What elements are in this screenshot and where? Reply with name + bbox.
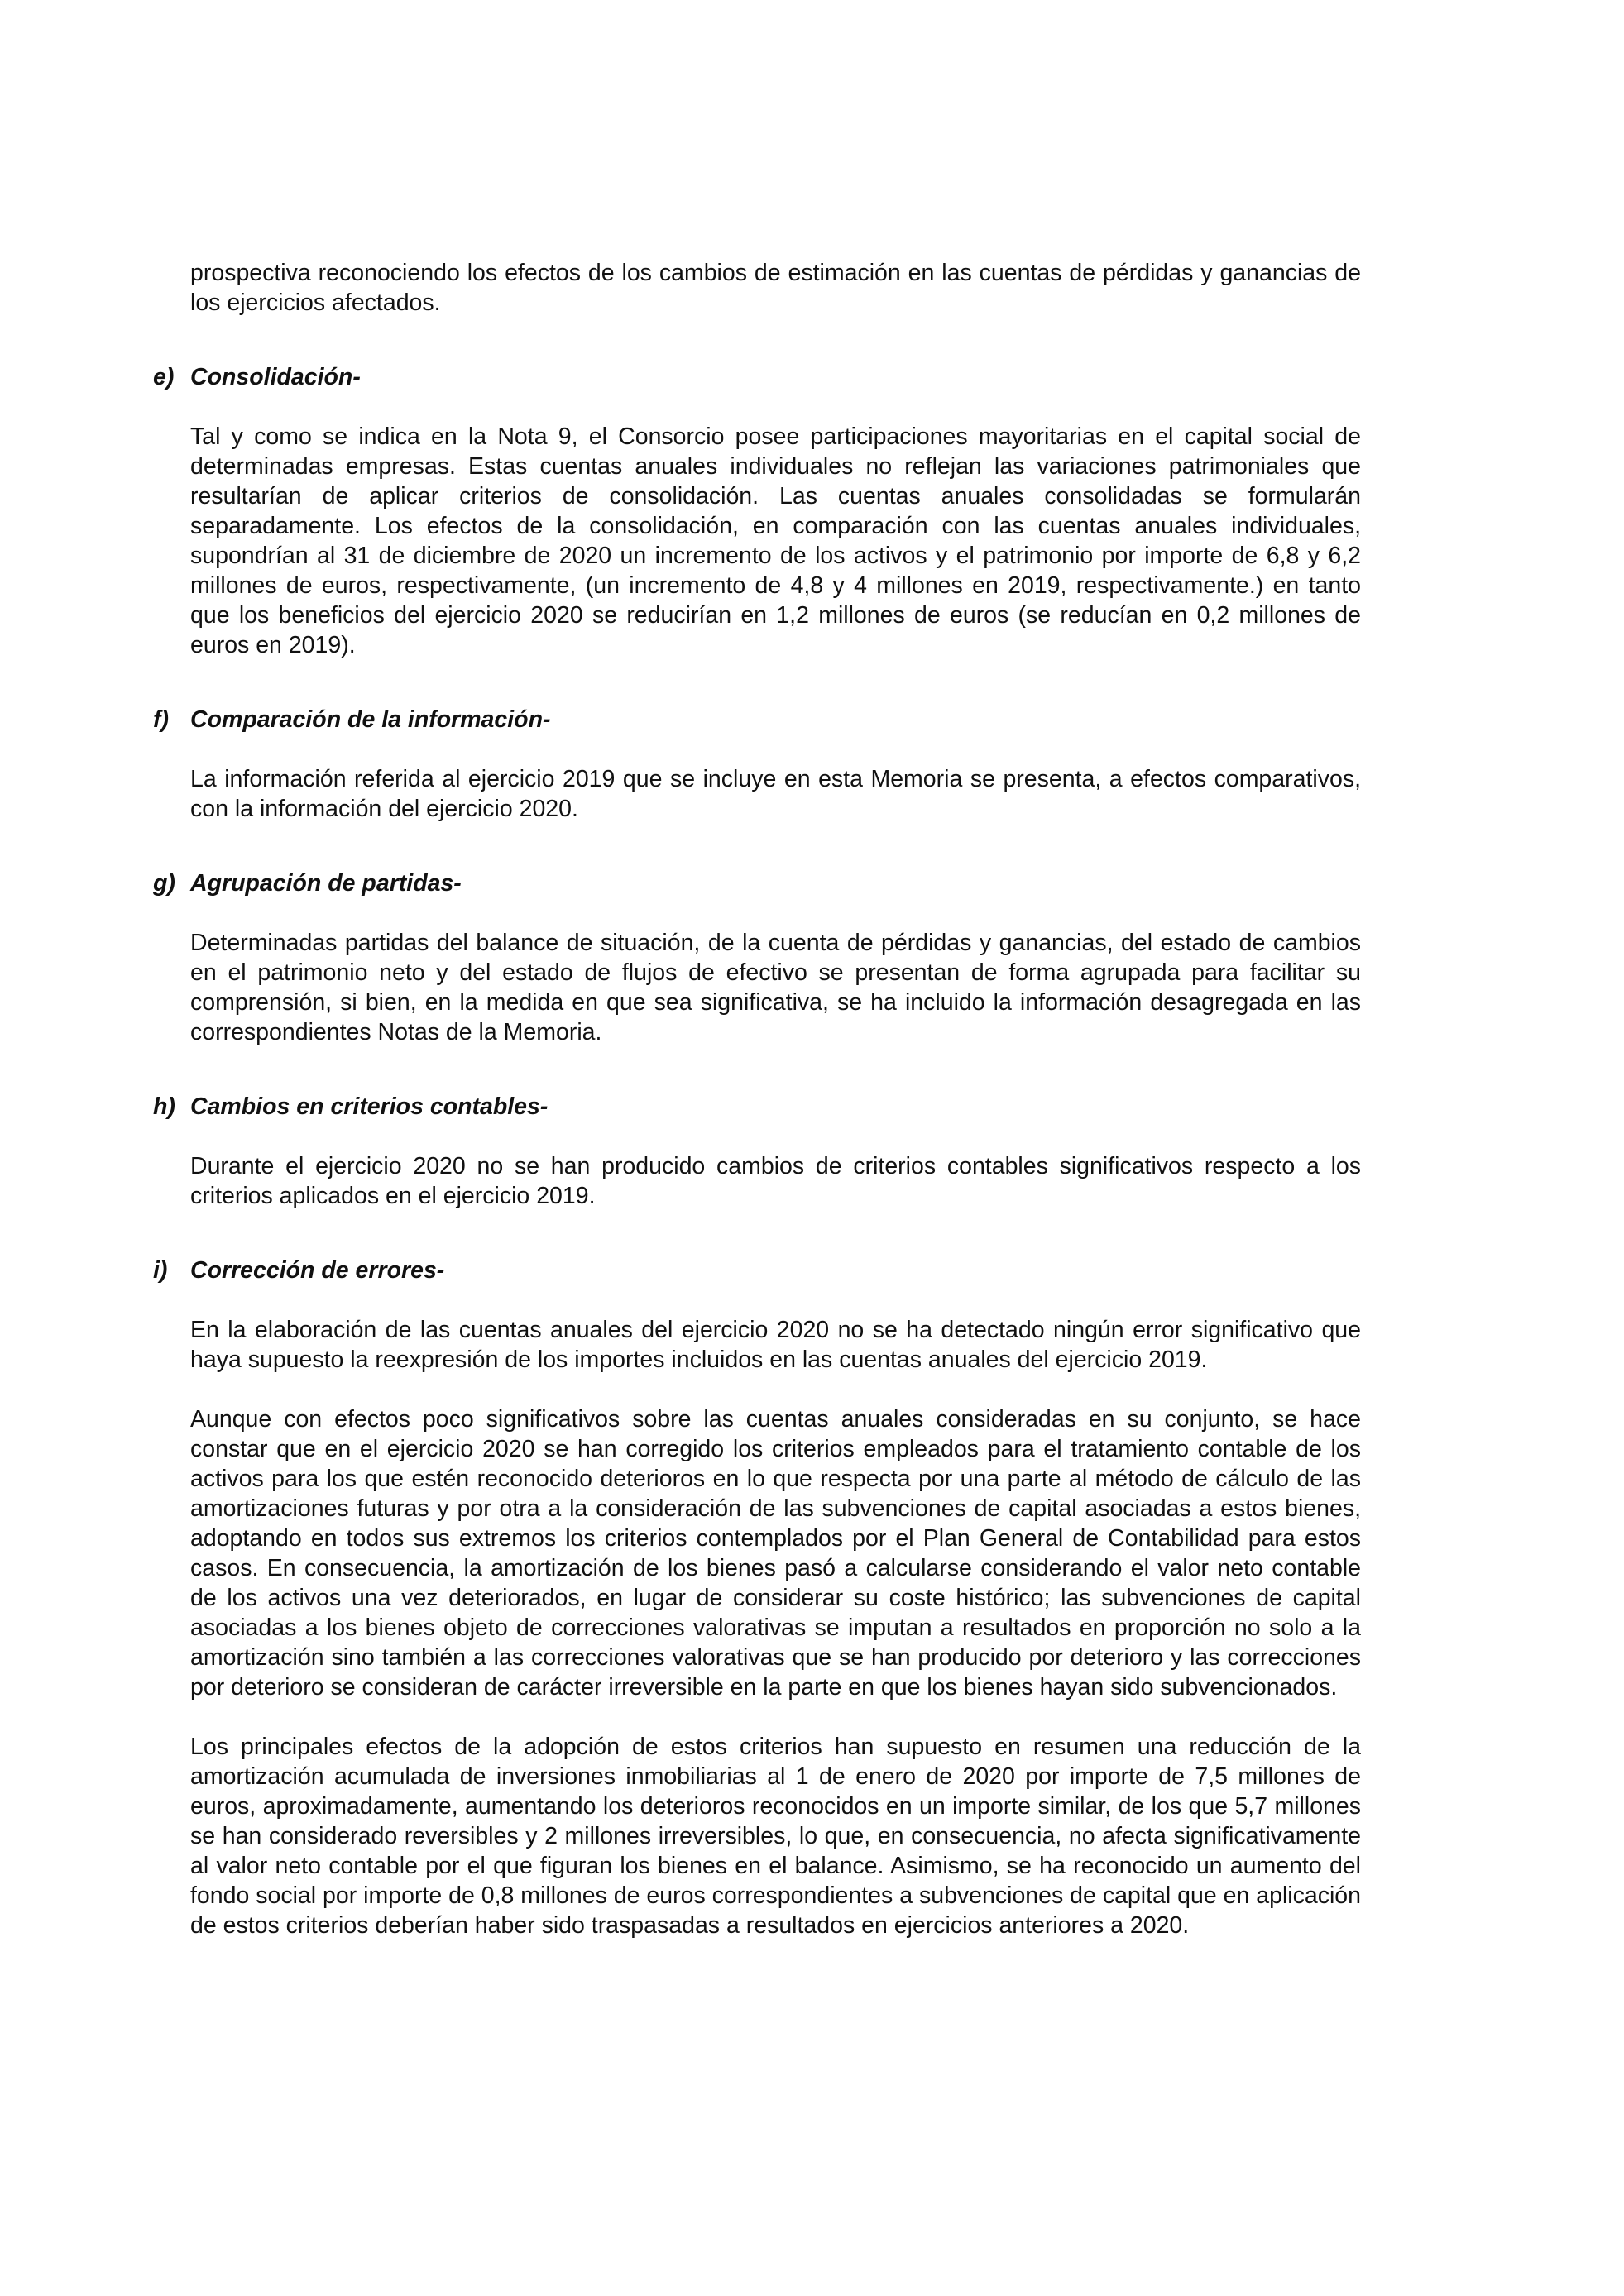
section-paragraph: En la elaboración de las cuentas anuales del ejercicio 2020 no se ha detectado ningún error significativo que haya supuesto la reexpresión de los importes incluidos en las cuentas anuales del ejercicio 2019. [190,1317,1361,1373]
section-paragraph: Los principales efectos de la adopción de estos criterios han supuesto en resumen una reducción de la amortización acumulada de inversiones inmobiliarias al 1 de enero de 2020 por importe de 7,5 millones de euros, aproximadamente, aumentando los deterioros reconocidos en un importe similar, de los que 5,7 millones se han considerado reversibles y 2 millones irreversibles, lo que, en consecuencia, no afecta significativamente al valor neto contable por el que figuran los bienes en el balance. Asimismo, se ha reconocido un aumento del fondo social por importe de 0,8 millones de euros correspondientes a subvenciones de capital que en aplicación de estos criterios deberían haber sido traspasadas a resultados en ejercicios anteriores a 2020. [190,1734,1361,1939]
section-letter: e) [153,364,175,390]
section-title: Consolidación- [190,364,361,390]
section-letter: i) [153,1257,168,1284]
section-cambios-criterios [153,1092,1361,1211]
section-title: Cambios en criterios contables- [190,1093,549,1120]
section-title: Agrupación de partidas- [190,870,462,897]
intro-paragraph: prospectiva reconociendo los efectos de los cambios de estimación en las cuentas de pérdidas y ganancias de los ejercicios afectados. [190,260,1361,316]
document-body [153,258,1361,1940]
section-paragraph: Determinadas partidas del balance de situación, de la cuenta de pérdidas y ganancias, del estado de cambios en el patrimonio neto y del estado de flujos de efectivo se presentan de forma agrupada para facilitar su comprensión, si bien, en la medida en que sea significativa, se ha incluido la información desagregada en las correspondientes Notas de la Memoria. [190,930,1361,1045]
section-correccion-errores [153,1256,1361,1940]
section-letter: f) [153,706,169,733]
section-paragraph: Aunque con efectos poco significativos sobre las cuentas anuales consideradas en su conjunto, se hace constar que en el ejercicio 2020 se han corregido los criterios empleados para el tratamiento contable de los activos para los que estén reconocido deterioros en lo que respecta por una parte al método de cálculo de las amortizaciones futuras y por otra a la consideración de las subvenciones de capital asociadas a estos bienes, adoptando en todos sus extremos los criterios contemplados por el Plan General de Contabilidad para estos casos. En consecuencia, la amortización de los bienes pasó a calcularse considerando el valor neto contable de los activos una vez deteriorados, en lugar de considerar su coste histórico; las subvenciones de capital asociadas a los bienes objeto de correcciones valorativas se imputan a resultados en proporción no solo a la amortización sino también a las correcciones valorativas que se han producido por deterioro y las correcciones por deterioro se consideran de carácter irreversible en la parte en que los bienes hayan sido subvencionados. [190,1406,1361,1700]
section-consolidacion [153,362,1361,660]
section-heading [153,705,1361,734]
section-paragraph: Tal y como se indica en la Nota 9, el Consorcio posee participaciones mayoritarias en el capital social de determinadas empresas. Estas cuentas anuales individuales no reflejan las variaciones patrimoniales que resultarían de aplicar criterios de consolidación. Las cuentas anuales consolidadas se formularán separadamente. Los efectos de la consolidación, en comparación con las cuentas anuales individuales, supondrían al 31 de diciembre de 2020 un incremento de los activos y el patrimonio por importe de 6,8 y 6,2 millones de euros, respectivamente, (un incremento de 4,8 y 4 millones en 2019, respectivamente.) en tanto que los beneficios del ejercicio 2020 se reducirían en 1,2 millones de euros (se reducían en 0,2 millones de euros en 2019). [190,423,1361,658]
section-comparacion [153,705,1361,824]
section-title: Comparación de la información- [190,706,551,733]
section-heading [153,1256,1361,1285]
section-letter: h) [153,1093,175,1120]
section-heading [153,362,1361,392]
section-letter: g) [153,870,175,897]
section-heading [153,868,1361,898]
section-heading [153,1092,1361,1122]
section-paragraph: Durante el ejercicio 2020 no se han producido cambios de criterios contables significativos respecto a los criterios aplicados en el ejercicio 2019. [190,1153,1361,1209]
section-agrupacion [153,868,1361,1047]
section-paragraph: La información referida al ejercicio 2019 que se incluye en esta Memoria se presenta, a efectos comparativos, con la información del ejercicio 2020. [190,766,1361,822]
section-title: Corrección de errores- [190,1257,445,1284]
